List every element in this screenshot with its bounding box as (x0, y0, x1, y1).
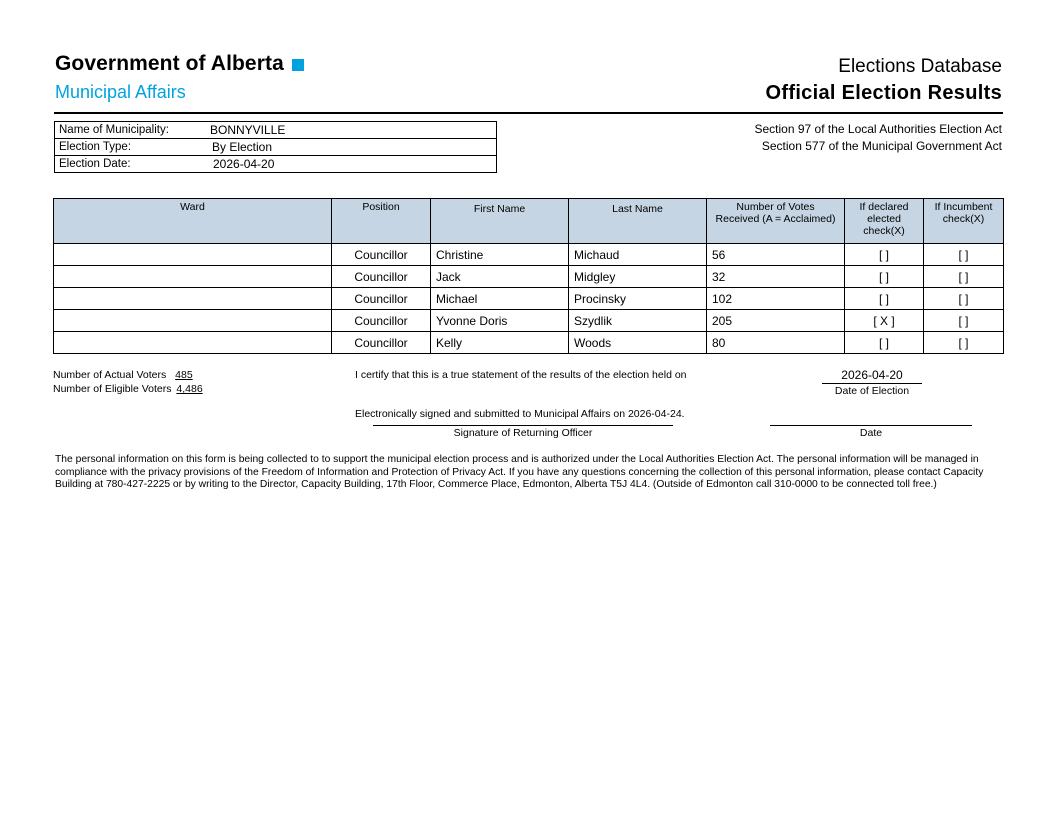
position-cell: Councillor (332, 332, 431, 354)
col-declared-line1: If declared (859, 201, 909, 213)
municipality-row (55, 122, 496, 139)
election-date-label: Election Date: (59, 158, 131, 170)
first-name-cell: Kelly (431, 332, 569, 354)
col-declared (845, 199, 924, 244)
results-table (53, 198, 1004, 354)
act-reference-2: Section 577 of the Municipal Government Act (761, 139, 1002, 153)
table-row (54, 310, 1004, 332)
org-logo-text: Government of Alberta (55, 52, 284, 75)
col-votes (707, 199, 845, 244)
votes-cell: 205 (707, 310, 845, 332)
col-incumbent-line2: check(X) (942, 213, 985, 225)
certify-date-label: Date of Election (834, 385, 910, 397)
votes-cell: 32 (707, 266, 845, 288)
incumbent-checkbox: [ ] (924, 244, 1004, 266)
first-name-cell: Christine (431, 244, 569, 266)
last-name-cell: Michaud (569, 244, 707, 266)
election-type-label: Election Type: (59, 141, 132, 153)
actual-voters-label: Number of Actual Voters (53, 369, 167, 381)
certify-statement: I certify that this is a true statement of the results of the election held on (355, 369, 687, 381)
municipality-value: BONNYVILLE (210, 123, 286, 137)
table-header-row (54, 199, 1004, 244)
col-ward: Ward (54, 199, 332, 244)
position-cell: Councillor (332, 310, 431, 332)
certify-election-date: 2026-04-20 (841, 368, 903, 382)
actual-voters (53, 369, 193, 381)
col-incumbent (924, 199, 1004, 244)
last-name-cell: Procinsky (569, 288, 707, 310)
eligible-voters-value: 4,486 (176, 383, 203, 395)
declared-checkbox: [ ] (845, 244, 924, 266)
col-incumbent-line1: If Incumbent (934, 201, 993, 213)
declared-checkbox: [ ] (845, 266, 924, 288)
declared-checkbox: [ X ] (845, 310, 924, 332)
eligible-voters (53, 383, 203, 395)
incumbent-checkbox: [ ] (924, 332, 1004, 354)
col-first-name: First Name (431, 199, 569, 244)
incumbent-checkbox: [ ] (924, 266, 1004, 288)
col-last-name: Last Name (569, 199, 707, 244)
esign-statement: Electronically signed and submitted to Municipal Affairs on 2026-04-24. (355, 408, 685, 420)
actual-voters-value: 485 (175, 369, 193, 381)
eligible-voters-label: Number of Eligible Voters (53, 383, 172, 395)
votes-cell: 56 (707, 244, 845, 266)
logo-square-icon (292, 59, 304, 71)
first-name-cell: Jack (431, 266, 569, 288)
col-declared-line3: check(X) (863, 225, 905, 237)
privacy-notice: The personal information on this form is being collected to to support the municipal election process and is authorized under the Local Authorities Election Act. The personal information will be managed in compliance with the privacy provisions of the Freedom of Information and Protection of Privacy Act. If you have any questions concerning the collection of this personal information, please contact Capacity Building at 780-427-2225 or by writing to the Director, Capacity Building, 17th Floor, Commerce Place, Edmonton, Alberta T5J 4L4. (Outside of Edmonton call 310-0000 to be connected toll free.) (55, 454, 984, 490)
first-name-cell: Michael (431, 288, 569, 310)
col-votes-line1: Number of Votes (736, 201, 815, 213)
sign-date-line (770, 425, 972, 426)
sign-date-label: Date (859, 427, 883, 439)
declared-checkbox: [ ] (845, 332, 924, 354)
ward-cell (54, 244, 332, 266)
col-position: Position (332, 199, 431, 244)
votes-cell: 80 (707, 332, 845, 354)
last-name-cell: Midgley (569, 266, 707, 288)
declared-checkbox: [ ] (845, 288, 924, 310)
table-row (54, 266, 1004, 288)
ward-cell (54, 266, 332, 288)
table-row (54, 288, 1004, 310)
election-info-box (54, 121, 497, 173)
header-divider (54, 112, 1003, 114)
table-row (54, 332, 1004, 354)
ward-cell (54, 332, 332, 354)
act-reference-1: Section 97 of the Local Authorities Election Act (754, 122, 1002, 136)
incumbent-checkbox: [ ] (924, 310, 1004, 332)
col-declared-line2: elected (867, 213, 901, 225)
col-votes-line2: Received (A = Acclaimed) (715, 213, 836, 225)
ward-cell (54, 288, 332, 310)
first-name-cell: Yvonne Doris (431, 310, 569, 332)
last-name-cell: Szydlik (569, 310, 707, 332)
database-title: Elections Database (838, 56, 1002, 77)
election-type-row (55, 139, 496, 156)
incumbent-checkbox: [ ] (924, 288, 1004, 310)
table-row (54, 244, 1004, 266)
last-name-cell: Woods (569, 332, 707, 354)
signature-label: Signature of Returning Officer (453, 427, 593, 439)
page-title: Official Election Results (765, 82, 1002, 104)
ward-cell (54, 310, 332, 332)
position-cell: Councillor (332, 244, 431, 266)
election-type-value: By Election (212, 140, 273, 154)
position-cell: Councillor (332, 266, 431, 288)
election-date-row (55, 156, 496, 172)
votes-cell: 102 (707, 288, 845, 310)
municipality-label: Name of Municipality: (59, 124, 169, 136)
position-cell: Councillor (332, 288, 431, 310)
election-date-value: 2026-04-20 (213, 157, 275, 171)
election-date-line (822, 383, 922, 384)
signature-line (373, 425, 673, 426)
dept-name: Municipal Affairs (55, 82, 186, 102)
